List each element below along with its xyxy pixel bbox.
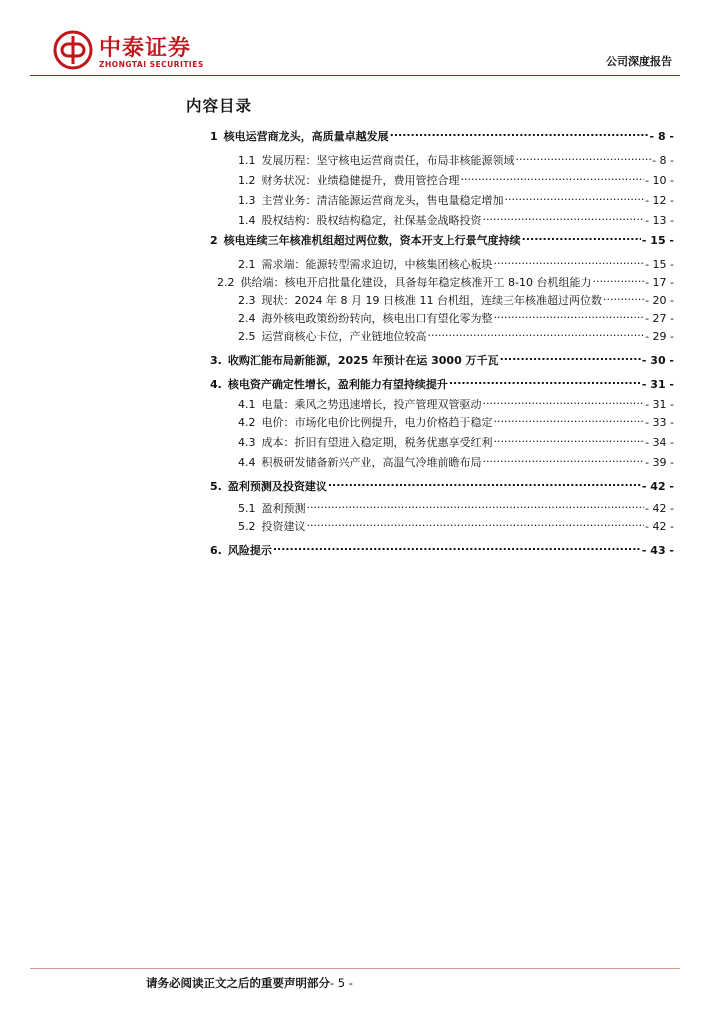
toc-entry-number: 4.3 xyxy=(238,436,256,449)
toc-entry-page: - 10 - xyxy=(645,174,674,187)
report-type-label: 公司深度报告 xyxy=(606,55,672,68)
toc-entry-number: 5. xyxy=(210,480,222,493)
toc-entry-title: 电量：乘风之势迅速增长，投产管理双管驱动 xyxy=(261,398,482,411)
toc-entry-number: 5.2 xyxy=(238,520,256,533)
toc-entry[interactable] xyxy=(210,128,674,144)
toc-entry-number: 2.3 xyxy=(238,294,256,307)
toc-entry-title: 成本：折旧有望进入稳定期，税务优惠享受红利 xyxy=(261,436,493,449)
toc-dot-leader xyxy=(494,414,645,426)
toc-entry-page: - 29 - xyxy=(645,330,674,343)
logo-english-name: ZHONGTAI SECURITIES xyxy=(99,60,204,69)
toc-entry[interactable] xyxy=(210,232,674,248)
toc-dot-leader xyxy=(603,292,644,304)
toc-entry-page: - 31 - xyxy=(645,398,674,411)
toc-entry-page: - 15 - xyxy=(645,258,674,271)
toc-dot-leader xyxy=(494,256,645,268)
toc-dot-leader xyxy=(592,274,644,286)
toc-entry-page: - 20 - xyxy=(645,294,674,307)
toc-entry-number: 2.5 xyxy=(238,330,256,343)
page-number: - 5 - xyxy=(330,976,353,990)
toc-entry-title: 股权结构：股权结构稳定，社保基金战略投资 xyxy=(261,214,482,227)
toc-entry-title: 主营业务：清洁能源运营商龙头，售电量稳定增加 xyxy=(261,194,504,207)
toc-entry-number: 1.3 xyxy=(238,194,256,207)
toc-entry[interactable] xyxy=(238,172,674,188)
toc-entry[interactable] xyxy=(210,352,674,368)
toc-dot-leader xyxy=(494,310,645,322)
toc-entry-number: 2.2 xyxy=(217,276,235,289)
toc-entry-page: - 34 - xyxy=(645,436,674,449)
toc-entry-number: 1.1 xyxy=(238,154,256,167)
toc-entry[interactable] xyxy=(238,192,674,208)
toc-dot-leader xyxy=(428,328,645,340)
toc-dot-leader xyxy=(461,172,645,184)
toc-entry[interactable] xyxy=(238,396,674,412)
toc-entry-page: - 31 - xyxy=(641,378,674,391)
toc-entry-page: - 33 - xyxy=(645,416,674,429)
header-divider xyxy=(30,75,680,76)
toc-entry-title: 供给端：核电开启批量化建设，具备每年稳定核准开工 8-10 台机组能力 xyxy=(240,276,592,289)
toc-entry-number: 4.4 xyxy=(238,456,256,469)
toc-dot-leader xyxy=(494,434,645,446)
toc-entry-title: 财务状况：业绩稳健提升，费用管控合理 xyxy=(261,174,460,187)
toc-entry[interactable] xyxy=(238,328,674,344)
toc-entry[interactable] xyxy=(238,500,674,516)
toc-entry-number: 5.1 xyxy=(238,502,256,515)
toc-entry-page: - 15 - xyxy=(641,234,674,247)
toc-entry-title: 投资建议 xyxy=(261,520,306,533)
toc-entry-title: 海外核电政策纷纷转向，核电出口有望化零为整 xyxy=(261,312,493,325)
toc-entry[interactable] xyxy=(238,454,674,470)
toc-entry-number: 1.2 xyxy=(238,174,256,187)
toc-entry[interactable] xyxy=(210,542,674,558)
toc-entry-title: 收购汇能布局新能源，2025 年预计在运 3000 万千瓦 xyxy=(227,354,499,367)
toc-entry-page: - 17 - xyxy=(645,276,674,289)
toc-entry[interactable] xyxy=(238,518,674,534)
toc-entry-number: 3. xyxy=(210,354,222,367)
toc-dot-leader xyxy=(516,152,652,164)
toc-entry-number: 6. xyxy=(210,544,222,557)
toc-entry-page: - 42 - xyxy=(645,520,674,533)
toc-entry-title: 核电连续三年核准机组超过两位数，资本开支上行景气度持续 xyxy=(223,234,521,247)
toc-entry-title: 盈利预测 xyxy=(261,502,306,515)
toc-entry[interactable] xyxy=(238,152,674,168)
toc-entry[interactable] xyxy=(238,212,674,228)
toc-entry-title: 盈利预测及投资建议 xyxy=(227,480,327,493)
toc-dot-leader xyxy=(522,232,641,244)
toc-entry-title: 电价：市场化电价比例提升，电力价格趋于稳定 xyxy=(261,416,493,429)
toc-dot-leader xyxy=(500,352,641,364)
toc-entry-number: 2.4 xyxy=(238,312,256,325)
toc-dot-leader xyxy=(307,518,645,530)
toc-entry-title: 风险提示 xyxy=(227,544,272,557)
toc-entry-page: - 8 - xyxy=(649,130,674,143)
toc-entry-title: 核电资产确定性增长，盈利能力有望持续提升 xyxy=(227,378,448,391)
toc-entry-title: 现状：2024 年 8 月 19 日核准 11 台机组，连续三年核准超过两位数 xyxy=(261,294,602,307)
toc-entry-page: - 43 - xyxy=(641,544,674,557)
footer xyxy=(146,975,353,991)
toc-entry-number: 1.4 xyxy=(238,214,256,227)
toc-entry-page: - 27 - xyxy=(645,312,674,325)
toc-entry-number: 2 xyxy=(210,234,218,247)
toc-dot-leader xyxy=(483,454,645,466)
toc-entry-number: 1 xyxy=(210,130,218,143)
toc-dot-leader xyxy=(328,478,641,490)
footer-divider xyxy=(30,968,680,969)
company-logo xyxy=(53,30,223,72)
toc-entry-number: 4.2 xyxy=(238,416,256,429)
toc-entry-title: 运营商核心卡位，产业链地位较高 xyxy=(261,330,427,343)
toc-entry-page: - 13 - xyxy=(645,214,674,227)
zhongtai-logo-icon xyxy=(53,30,93,70)
toc-entry-page: - 12 - xyxy=(645,194,674,207)
toc-entry-page: - 39 - xyxy=(645,456,674,469)
toc-dot-leader xyxy=(483,212,645,224)
toc-entry-number: 4.1 xyxy=(238,398,256,411)
toc-title: 内容目录 xyxy=(186,97,253,115)
logo-chinese-name: 中泰证券 xyxy=(99,36,192,61)
toc-entry[interactable] xyxy=(238,310,674,326)
toc-dot-leader xyxy=(273,542,641,554)
toc-entry-number: 2.1 xyxy=(238,258,256,271)
toc-dot-leader xyxy=(483,396,645,408)
toc-entry[interactable] xyxy=(238,292,674,308)
toc-entry[interactable] xyxy=(238,434,674,450)
toc-entry-title: 需求端：能源转型需求迫切，中核集团核心板块 xyxy=(261,258,493,271)
toc-dot-leader xyxy=(390,128,649,140)
toc-dot-leader xyxy=(307,500,645,512)
toc-entry-page: - 42 - xyxy=(641,480,674,493)
toc-entry[interactable] xyxy=(238,414,674,430)
toc-entry[interactable] xyxy=(238,256,674,272)
toc-dot-leader xyxy=(505,192,645,204)
toc-entry-page: - 42 - xyxy=(645,502,674,515)
toc-entry-number: 4. xyxy=(210,378,222,391)
toc-entry-page: - 30 - xyxy=(641,354,674,367)
footer-disclaimer: 请务必阅读正文之后的重要声明部分 xyxy=(146,976,330,990)
toc-dot-leader xyxy=(449,376,641,388)
toc-entry-title: 核电运营商龙头，高质量卓越发展 xyxy=(223,130,389,143)
toc-entry-page: - 8 - xyxy=(652,154,674,167)
toc-entry-title: 积极研发储备新兴产业，高温气冷堆前瞻布局 xyxy=(261,456,482,469)
toc-entry[interactable] xyxy=(210,376,674,392)
toc-entry[interactable] xyxy=(217,274,674,290)
toc-entry[interactable] xyxy=(210,478,674,494)
toc-entry-title: 发展历程：坚守核电运营商责任，布局非核能源领域 xyxy=(261,154,515,167)
